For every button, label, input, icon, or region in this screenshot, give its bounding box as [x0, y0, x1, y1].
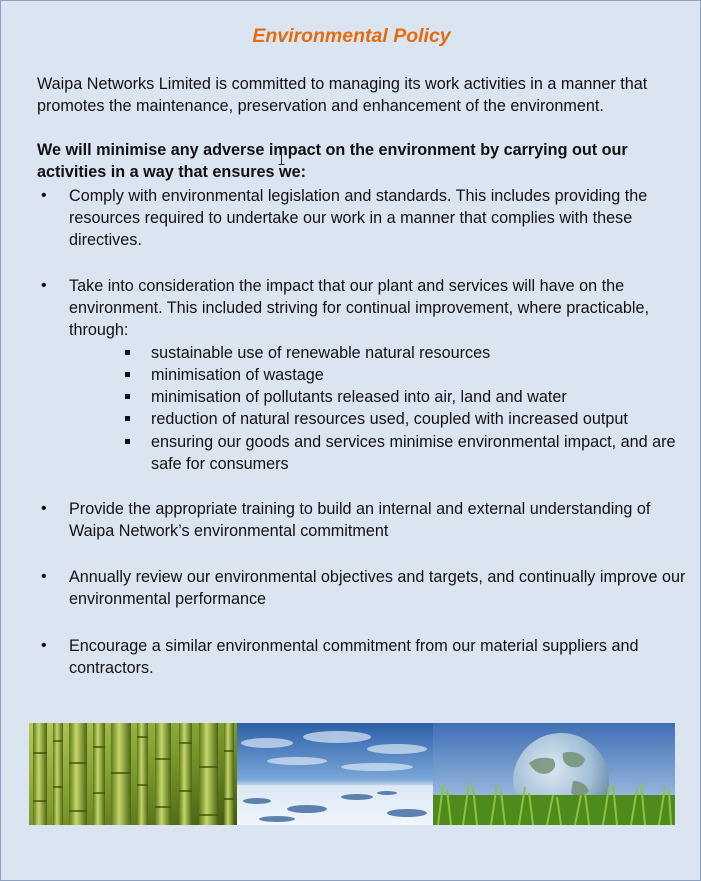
bullet-dot: • [41, 568, 47, 585]
intro-paragraph: Waipa Networks Limited is committed to managing its work activities in a manner that promotes the maintenance, preservation and enhancement of the environment. [37, 75, 648, 115]
sub-bullet-text: minimisation of wastage [151, 366, 324, 384]
bullet-item-2 [41, 275, 689, 341]
sub-bullet-item-5 [151, 431, 681, 475]
bullet-dot: • [41, 637, 47, 654]
page-title: Environmental Policy [252, 25, 451, 47]
bullet-text: Encourage a similar environmental commitment from our material suppliers and contractors. [69, 637, 639, 677]
bullet-dot: • [41, 187, 47, 204]
bullet-item-1 [41, 185, 689, 251]
bullet-dot: • [41, 277, 47, 294]
sub-bullet-text: reduction of natural resources used, coupled with increased output [151, 410, 628, 428]
sky-over-ice-image [237, 723, 433, 825]
sub-bullet-item-1 [151, 342, 681, 364]
bullet-text: Provide the appropriate training to build an internal and external understanding of Waipa Network’s environmental commitment [69, 500, 651, 540]
bullet-dot: • [41, 500, 47, 517]
square-bullet-icon [125, 394, 130, 399]
bullet-text: Annually review our environmental objectives and targets, and continually improve our environmental performance [69, 568, 686, 608]
bamboo-forest-image [29, 723, 237, 825]
bullet-item-3 [41, 498, 689, 542]
bullet-text: Take into consideration the impact that our plant and services will have on the environment. This included striving for continual improvement, where practicable, through: [69, 277, 650, 339]
sub-bullet-text: ensuring our goods and services minimise environmental impact, and are safe for consumers [151, 433, 676, 473]
bullet-text: Comply with environmental legislation and standards. This includes providing the resources required to undertake our work in a manner that complies with these directives. [69, 187, 648, 249]
sub-bullet-item-4 [151, 408, 681, 430]
bullet-item-4 [41, 566, 689, 610]
square-bullet-icon [125, 372, 130, 377]
lead-statement: We will minimise any adverse impact on the environment by carrying out our activities in a way that ensures we: [37, 141, 628, 181]
bullet-item-5 [41, 635, 689, 679]
square-bullet-icon [125, 416, 130, 421]
sub-bullet-item-2 [151, 364, 681, 386]
text-cursor-icon [278, 147, 285, 165]
sub-bullet-text: sustainable use of renewable natural resources [151, 344, 491, 362]
sub-bullet-item-3 [151, 386, 681, 408]
square-bullet-icon [125, 350, 130, 355]
square-bullet-icon [125, 439, 130, 444]
sub-bullet-text: minimisation of pollutants released into air, land and water [151, 388, 567, 406]
glass-globe-on-grass-image [433, 723, 675, 825]
